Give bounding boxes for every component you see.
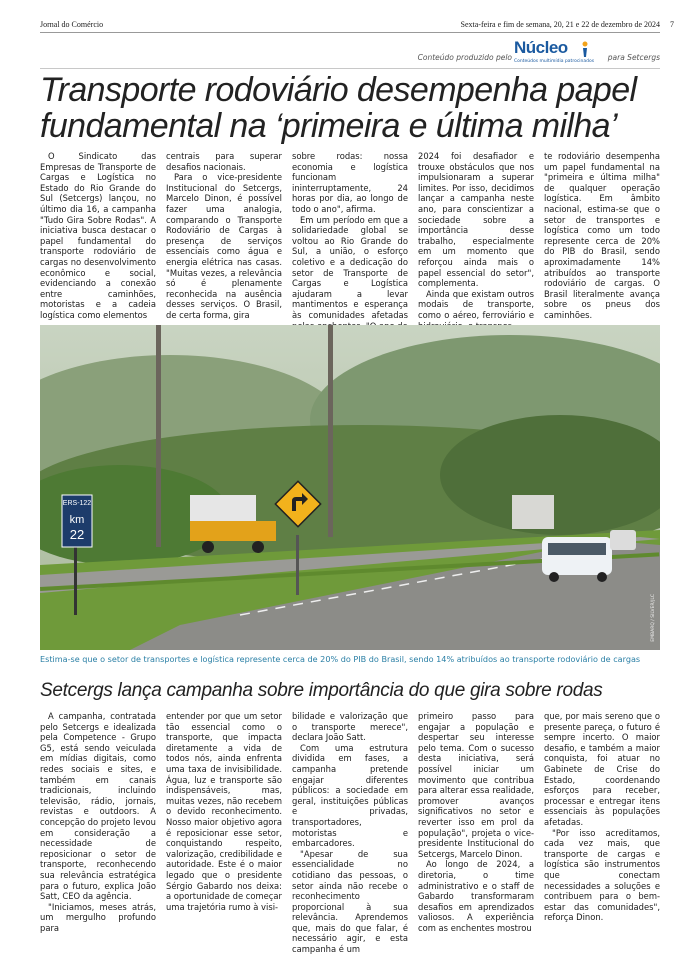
logo-swirl-icon <box>576 40 594 58</box>
headline: Transporte rodoviário desempenha papel fundamental na ‘primeira e última milha’ <box>40 71 637 145</box>
subheadline: Setcergs lança campanha sobre importância do que gira sobre rodas <box>40 680 603 701</box>
client-label: para Setcergs <box>607 53 660 62</box>
article-body-bottom <box>40 711 660 955</box>
nucleo-logo <box>514 38 598 66</box>
article2-col2 <box>166 711 282 955</box>
paragraph: O Sindicato das Empresas de Transporte de Cargas e Logística no Estado do Rio Grande do Sul (Setcergs) lançou, no último dia 16, a campanha "Tudo Gira Sobre Rodas". A iniciativa busca destacar o papel fundamental do transporte rodoviário de cargas no desenvolvimento econômico e social, evidenciando a conexão entre caminhões, motoristas e a cadeia logística como elementos <box>40 151 156 320</box>
paragraph: Em um período em que a solidariedade global se voltou ao Rio Grande do Sul, a união, o esforço coletivo e a dedicação do setor de Transporte de Cargas e Logística ajudaram a levar mantimentos e esperança às comunidades afetadas <box>292 214 408 320</box>
article1-col4 <box>418 151 534 331</box>
paragraph: sobre rodas: nossa economia e logística funcionam ininterruptamente, 24 horas por dia, ao longo de todo o ano", afirma. <box>292 151 408 214</box>
paragraph: Ainda que existam outros modais de transporte, como o aéreo, ferroviário e <box>418 288 534 320</box>
article2-col3 <box>292 711 408 955</box>
utility-pole <box>156 325 161 547</box>
paragraph: centrais para superar desafios nacionais. <box>166 151 282 172</box>
paragraph: Com uma estrutura dividida em fases, a campanha pretende engajar diferentes públicos: a sociedade em geral, instituições públicas e privadas, transportadores, motoristas e embarcadores. <box>292 742 408 849</box>
paragraph: primeiro passo para engajar a população e despertar seu interesse pelo tema. Com o sucesso desta iniciativa, será possível iniciar um movimento que contribua para alterar essa realidade, promover avanços significativos no setor e reverter isso em prol da população", projeta o vice-presidente Institucional do Setcergs, Marcelo Dinon. <box>418 711 534 859</box>
article1-col3 <box>292 151 408 331</box>
article-body-top <box>40 151 660 331</box>
car <box>542 537 612 575</box>
paragraph: "Iniciamos, meses atrás, um mergulho profundo para <box>40 901 156 933</box>
paragraph: te rodoviário desempenha um papel fundamental na "primeira e última milha" de qualquer operação logística. Em âmbito nacional, estima-se que o setor de transportes e logística como um todo represente cerca de 20% do PIB do Brasil, sendo aproximadamente 14% atribuídos ao transporte rodoviário de cargas. O Brasil literalmente avança sobre os pneus dos caminhões. <box>544 151 660 320</box>
paragraph: entender por que um setor tão essencial como o transporte, que impacta diretamente a vida de todos nós, ainda enfrenta uma taxa de invisibilidade. Água, luz e transporte são indispensáveis, mas, muitas vezes, não recebem o devido reconhecimento. Nosso maior objetivo agora é reposicionar esse setor, conquistando respeito, valorização, credibilidade e autoridade. Este é o maior legado que o presidente Sérgio Gabardo nos deixa: a oportunidade de começar uma trajetória rumo à visi- <box>166 711 282 912</box>
article2-col5 <box>544 711 660 955</box>
produced-by-label: Conteúdo produzido pelo <box>417 53 512 62</box>
paragraph: Ao longo de 2024, a diretoria, o time administrativo e o staff de Gabardo transformaram desafios em aprendizados valiosos. A experiência com as enchentes mostrou <box>418 859 534 933</box>
paragraph: A campanha, contratada pelo Setcergs e idealizada pela Competence - Grupo G5, está sendo veiculada em mídias digitais, como redes sociais e sites, e também em canais tradicionais, incluindo televisão, rádio, jornais, revistas e outdoors. A concepção do projeto levou em consideração a necessidade de reposicionar o setor de transporte, reconhecendo sua relevância estratégica para o futuro, explica João Satt, CEO da agência. <box>40 711 156 902</box>
km-sign-label: km <box>69 514 85 526</box>
paragraph: bilidade e valorização que o transporte merece", declara João Satt. <box>292 711 408 743</box>
paragraph: "Apesar de sua essencialidade no cotidiano das pessoas, o setor ainda não recebe o reconhecimento proporcional à sua relevância. Aprendemos que, mais do que falar, é necessário agir, e esta campanha é um <box>292 848 408 955</box>
logo-tagline: Conteúdos multimídia patrocinados <box>514 59 595 64</box>
paragraph: "Por isso acreditamos, cada vez mais, que transporte de cargas e logística são instrumentos que conectam necessidades a soluções e contribuem para o bem-estar das comunidades", reforça Dinon. <box>544 827 660 923</box>
km-sign-value: 22 <box>69 527 85 542</box>
article2-col1 <box>40 711 156 955</box>
publication-name: Jornal do Comércio <box>40 20 104 29</box>
page-number: 7 <box>670 20 674 29</box>
photo-caption: Estima-se que o setor de transportes e logística represente cerca de 20% do PIB do Brasil, sendo 14% atribuídos ao transporte rodoviário de cargas <box>40 654 641 664</box>
highway-photo <box>40 325 660 650</box>
paragraph: Para o vice-presidente Institucional do Setcergs, Marcelo Dinon, é possível fazer uma analogia, comparando o Transporte Rodoviário de Cargas à presença de serviços essenciais como água e energia elétrica nas casas. "Muitas vezes, a relevância só é plenamente reconhecida na ausência desses serviços. O Brasil, de certa forma, gira <box>166 172 282 320</box>
highway-scene <box>40 325 660 650</box>
logo-name: Núcleo <box>514 38 568 57</box>
sponsor-bar <box>40 38 660 69</box>
paragraph: que, por mais sereno que o presente pareça, o futuro é sempre incerto. O maior desafio, e também a maior conquista, foi atuar no Gabinete de Crise do Estado, coordenando esforços para receber, processar e entregar itens essenciais às populações afetadas. <box>544 711 660 827</box>
header-rule <box>40 32 660 33</box>
article1-col2 <box>166 151 282 331</box>
photo-credit: EMBARQ / SILVER/JLC <box>651 594 656 642</box>
utility-pole <box>328 325 333 537</box>
article2-col4 <box>418 711 534 955</box>
km-sign-highway: ERS-122 <box>62 500 92 507</box>
paragraph: 2024 foi desafiador e trouxe obstáculos que nos impulsionaram a superar limites. Por isso, decidimos lançar a campanha neste ano, para conscientizar a sociedade sobre a importância desse trabalho, especialmente em um momento que reforçou ainda mais o papel essencial do setor", complementa. <box>418 151 534 289</box>
issue-date: Sexta-feira e fim de semana, 20, 21 e 22 de dezembro de 2024 <box>460 20 660 29</box>
article1-col1 <box>40 151 156 331</box>
article1-col5 <box>544 151 660 331</box>
